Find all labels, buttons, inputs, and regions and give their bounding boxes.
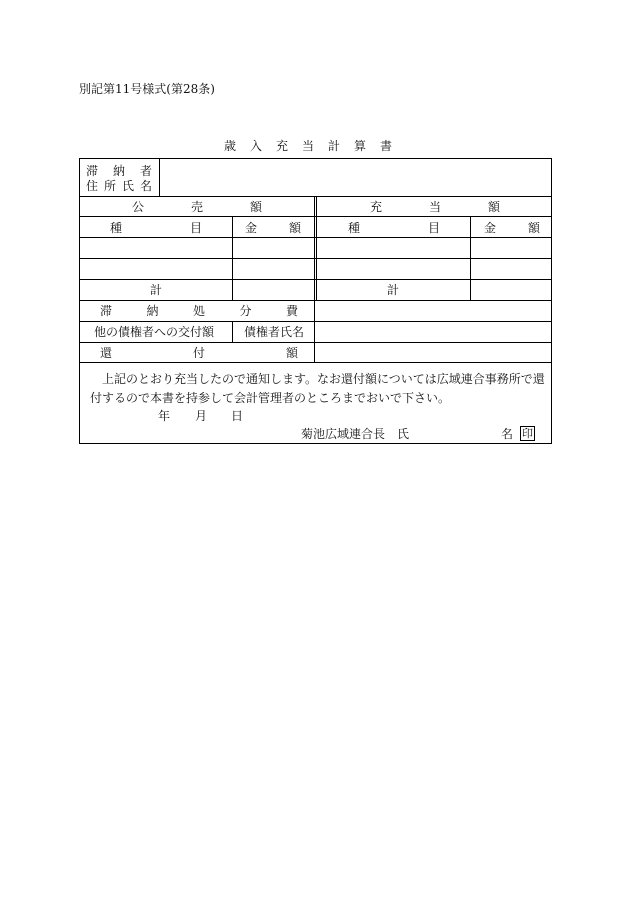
total-left-label: 計 [150, 283, 163, 297]
creditor-name-label: 債権者氏名 [244, 325, 305, 339]
rule [470, 216, 471, 300]
kind-header-left: 種 目 [110, 221, 202, 235]
address-name-label: 住 所 氏 名 [86, 179, 152, 193]
public-sale-header: 公 売 額 [132, 200, 262, 214]
other-creditor-label: 他の債権者への交付額 [94, 325, 215, 339]
month-label: 月 [195, 409, 208, 423]
rule [80, 362, 551, 363]
appropriation-form [79, 158, 552, 444]
name-label: 名 [501, 427, 514, 441]
appropriation-header: 充 当 額 [370, 200, 500, 214]
total-right-label: 計 [387, 283, 400, 297]
rule [316, 196, 317, 300]
taxpayer-label: 滞 納 者 [86, 164, 152, 178]
rule [80, 321, 551, 322]
rule [314, 196, 315, 362]
rule [80, 342, 551, 343]
document-title: 歳入充当計算書 [223, 139, 406, 153]
refund-label: 還 付 額 [100, 346, 298, 360]
seal-icon [520, 426, 535, 441]
day-label: 日 [231, 409, 244, 423]
year-label: 年 [158, 409, 171, 423]
rule [80, 300, 551, 301]
amount-header-right: 金 額 [484, 221, 540, 235]
seal-mark: 印 [522, 427, 533, 440]
rule [159, 159, 160, 196]
kind-header-right: 種 目 [348, 221, 440, 235]
form-reference: 別記第11号様式(第28条) [79, 82, 215, 96]
disposition-cost-label: 滞 納 処 分 費 [100, 304, 298, 318]
rule [232, 216, 233, 300]
rule [232, 321, 233, 342]
issuer-label: 菊池広域連合長 氏 [301, 427, 410, 441]
amount-header-left: 金 額 [245, 221, 301, 235]
notice-text: 上記のとおり充当したので通知します。なお還付額については広域連合事務所で還付するので本書を持参して会計管理者のところまでおいで下さい。 [90, 372, 545, 405]
